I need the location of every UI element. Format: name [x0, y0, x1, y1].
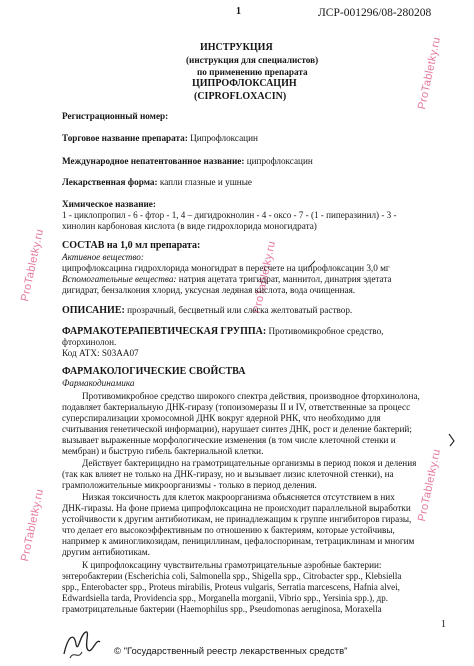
- watermark-right: ProTabletky.ru: [416, 35, 444, 111]
- p3-line-5: например к аминогликозидам, пенициллинам, цефалоспоринам, тетрациклинам и многим: [62, 536, 415, 546]
- p4-line-4: Edwardsiella tarda, Providencia spp., Morganella morganii, Vibrio spp., Yersinia spp.), др.: [62, 593, 388, 603]
- atc-code: Код АТХ: S03AA07: [62, 348, 139, 358]
- p1-line-3: суперспирализации хромосомной ДНК вокруг ядерной РНК, что необходимо для: [62, 413, 381, 423]
- active-substance-label: Активное вещество:: [62, 252, 144, 262]
- p4-line-3: spp., Enterobacter spp., Proteus mirabilis, Proteus vulgaris, Serratia marcescens, Hafnia alvei,: [62, 582, 400, 592]
- registration-code: ЛСР-001296/08-280208: [318, 7, 432, 19]
- p2-line-2: (так как влияет не только на ДНК-гиразу, но и вызывает лизис клеточной стенки), на: [62, 469, 394, 479]
- p3-line-1: Низкая токсичность для клеток макроорганизма объясняется отсутствием в них: [82, 492, 395, 502]
- page-number-top: 1: [236, 6, 241, 17]
- page-number-bottom: 1: [441, 619, 446, 630]
- inn-value: ципрофлоксацин: [244, 156, 313, 166]
- signature-mark: [60, 624, 106, 664]
- p3-line-6: другим антибиотикам.: [62, 547, 150, 557]
- trade-name-label: Торговое название препарата:: [62, 133, 188, 143]
- pen-mark-right: [447, 432, 457, 448]
- description-label: ОПИСАНИЕ:: [62, 305, 125, 316]
- p2-line-3: грамположительные микроорганизмы - только в период деления.: [62, 480, 317, 490]
- registration-label: Регистрационный номер:: [62, 111, 169, 121]
- title-line-3: по применению препарата: [197, 67, 308, 77]
- p4-line-2: энтеробактерии (Escherichia coli, Salmonella spp., Shigella spp., Citrobacter spp., Klebsiella: [62, 571, 402, 581]
- form-value: капли глазные и ушные: [157, 177, 252, 187]
- form-row: [62, 177, 252, 188]
- p1-line-4: считывания генетической информации), нарушает синтез ДНК, рост и деление бактерий;: [62, 424, 412, 434]
- p1-line-6: мембран) и быструю гибель бактериальной клетки.: [62, 446, 264, 456]
- watermark-center: ProTabletky.ru: [251, 239, 279, 315]
- p4-line-5: грамотрицательные бактерии (Haemophilus spp., Pseudomonas aeruginosa, Moraxella: [62, 604, 382, 614]
- hole-mark-upper: [13, 156, 29, 174]
- pen-mark-center: [307, 259, 317, 269]
- chemical-name-line-2: хинолин карбоновая кислота (в виде гидрохлорида моногидрата): [62, 221, 317, 231]
- excipients-text-2: дигидрат, бензалкония хлорид, уксусная ледяная кислота, вода очищенная.: [62, 285, 356, 295]
- p3-line-4: что делает его высокоэффективным по отношению к бактериям, которые устойчивы,: [62, 525, 395, 535]
- p1-line-2: подавляет бактериальную ДНК-гиразу (топоизомеразы II и IV, ответственные за процесс: [62, 402, 411, 412]
- excipients-label: Вспомогательные вещества:: [62, 274, 177, 284]
- p3-line-3: устойчивости к другим антибиотикам, не принадлежащим к группе ингибиторов гиразы,: [62, 514, 412, 524]
- title-line-2: (инструкция для специалистов): [186, 55, 319, 65]
- excipients-text-1: натрия ацетата тригидрат, маннитол, динатрия эдетата: [176, 274, 392, 284]
- p2-line-1: Действует бактерицидно на грамотрицательные организмы в период покоя и деления: [82, 458, 417, 468]
- description-text: прозрачный, бесцветный или слегка желтоватый раствор.: [124, 305, 353, 315]
- chemical-name-label: Химическое название:: [62, 199, 156, 209]
- title-line-1: ИНСТРУКЦИЯ: [200, 42, 273, 53]
- watermark-right-lower: ProTabletky.ru: [416, 447, 444, 523]
- description-row: [62, 305, 352, 316]
- title-line-4: ЦИПРОФЛОКСАЦИН: [192, 78, 297, 89]
- inn-label: Международное непатентованное название:: [62, 156, 245, 166]
- form-label: Лекарственная форма:: [62, 177, 158, 187]
- properties-heading: ФАРМАКОЛОГИЧЕСКИЕ СВОЙСТВА: [62, 366, 246, 377]
- watermark-left-lower: ProTabletky.ru: [19, 487, 47, 563]
- pharmacodynamics-subheading: Фармакодинамика: [62, 378, 135, 388]
- hole-mark-lower: [13, 414, 29, 432]
- active-substance-text: ципрофлоксацина гидрохлорида моногидрат в пересчете на ципрофлоксацин 3,0 мг: [62, 263, 390, 273]
- p1-line-1: Противомикробное средство широкого спектра действия, производное фторхинолона,: [82, 391, 420, 401]
- pharm-group-label: ФАРМАКОТЕРАПЕВТИЧЕСКАЯ ГРУППА:: [62, 326, 267, 337]
- pharm-group-row: [62, 326, 383, 337]
- trade-name-value: Ципрофлоксацин: [187, 133, 258, 143]
- chemical-name-line-1: 1 - циклопропил - 6 - фтор - 1, 4 – дигидрокнолин - 4 - оксо - 7 - (1 - пиперазинил) - 3 -: [62, 210, 397, 220]
- inn-row: [62, 156, 313, 167]
- trade-name-row: [62, 133, 258, 144]
- p3-line-2: ДНК-гиразы. На фоне приема ципрофлоксацина не происходит параллельной выработки: [62, 503, 411, 513]
- p1-line-5: вызывает выраженные морфологические изменения (в том числе клеточной стенки и: [62, 435, 396, 445]
- pharm-group-text-2: фторхинолон.: [62, 337, 117, 347]
- composition-heading: СОСТАВ на 1,0 мл препарата:: [62, 240, 201, 251]
- p4-line-1: К ципрофлоксацину чувствительны грамотрицательные аэробные бактерии:: [82, 560, 382, 570]
- pharm-group-text-1: Противомикробное средство,: [266, 326, 384, 336]
- copyright: © "Государственный реестр лекарственных средств": [114, 646, 348, 657]
- watermark-left: ProTabletky.ru: [19, 227, 47, 303]
- title-line-5: (CIPROFLOXACIN): [194, 91, 287, 102]
- excipients-row: [62, 274, 392, 285]
